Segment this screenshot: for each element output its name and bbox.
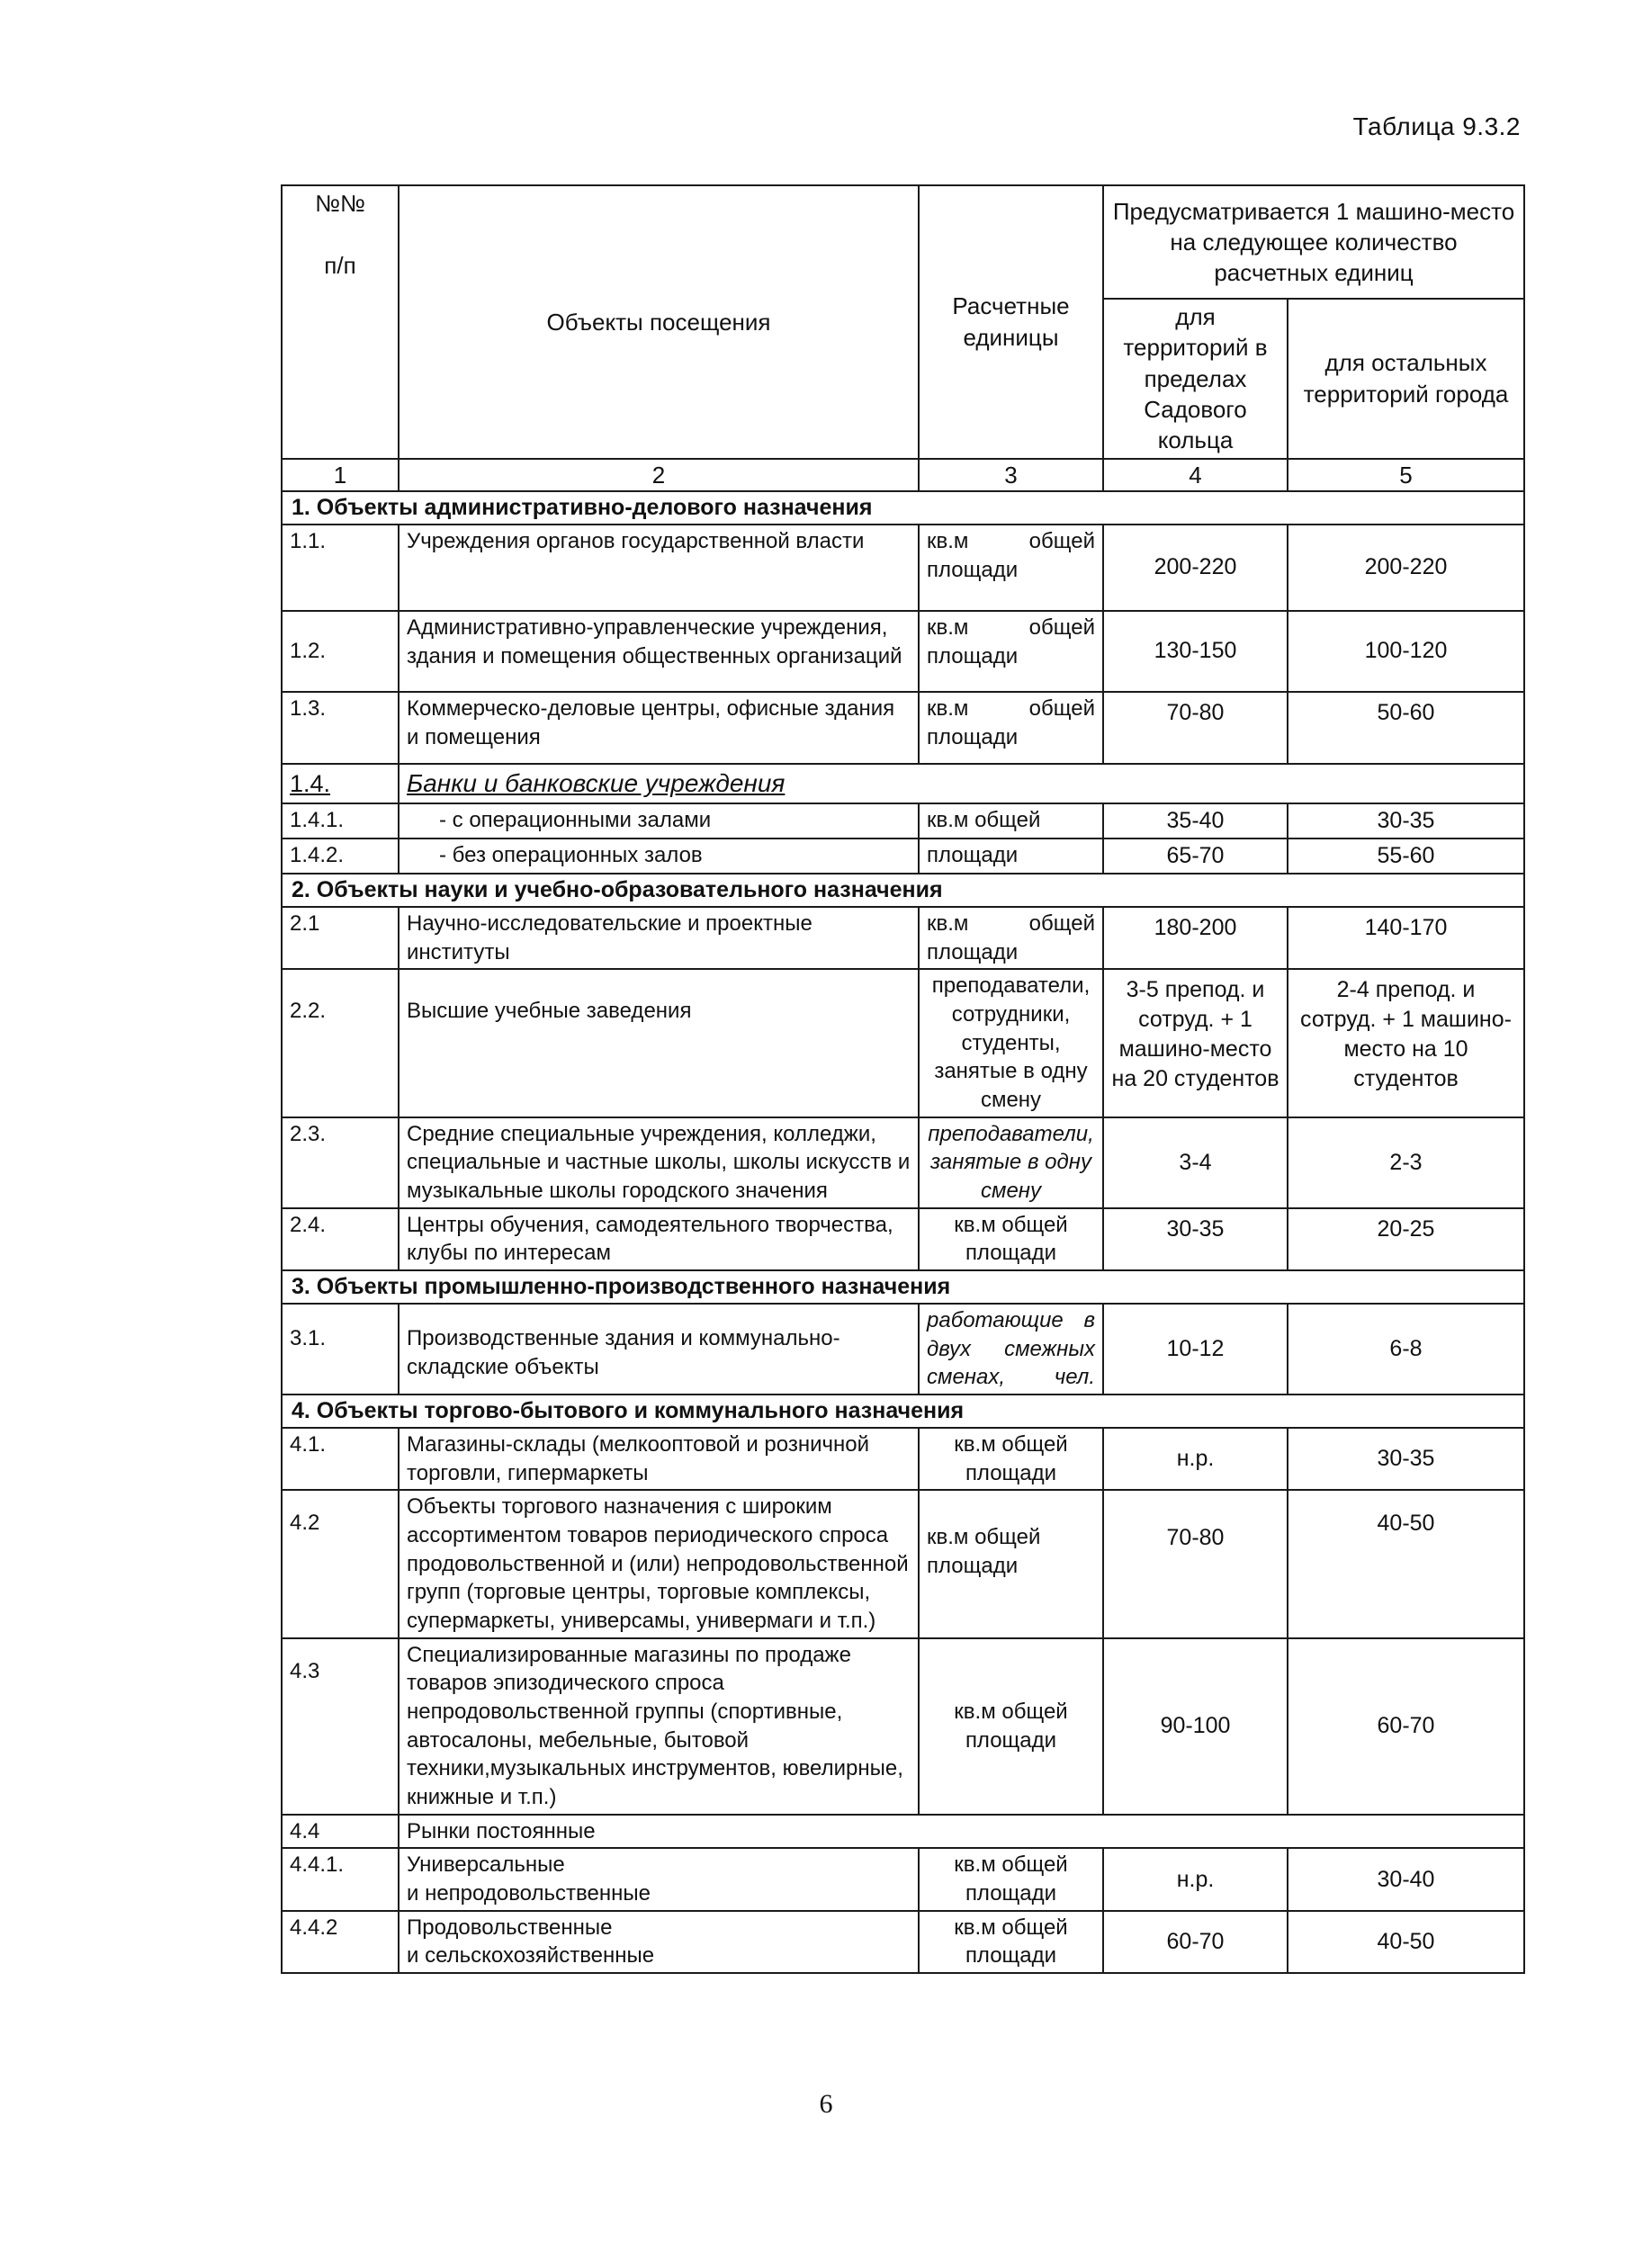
- row-value-other: 55-60: [1288, 839, 1524, 874]
- row-value-garden-ring: 35-40: [1103, 803, 1288, 839]
- row-unit: кв.м общей: [919, 803, 1103, 839]
- row-object: Высшие учебные заведения: [399, 969, 919, 1117]
- header-num: №№ п/п: [282, 185, 399, 459]
- row-unit: кв.м общей площади: [919, 692, 1103, 764]
- row-object: Банки и банковские учреждения: [399, 764, 1524, 803]
- header-other-territories: для остальных территорий города: [1288, 299, 1524, 459]
- row-number: 1.4.1.: [282, 803, 399, 839]
- row-number: 4.1.: [282, 1428, 399, 1490]
- row-object: Учреждения органов государственной власти: [399, 525, 919, 611]
- column-number: 1: [282, 459, 399, 491]
- row-value-other: 100-120: [1288, 611, 1524, 692]
- row-value-other: 20-25: [1288, 1208, 1524, 1270]
- row-value-other: 30-35: [1288, 1428, 1524, 1490]
- row-value-garden-ring: 70-80: [1103, 692, 1288, 764]
- section-title: 4. Объекты торгово-бытового и коммунального назначения: [282, 1395, 1524, 1428]
- row-number: 4.4.1.: [282, 1848, 399, 1910]
- row-unit: преподаватели, занятые в одну смену: [919, 1117, 1103, 1208]
- row-number: 4.3: [282, 1638, 399, 1815]
- row-value-garden-ring: 10-12: [1103, 1304, 1288, 1395]
- table-caption: Таблица 9.3.2: [1352, 112, 1521, 140]
- row-number: 1.3.: [282, 692, 399, 764]
- row-value-other: 30-40: [1288, 1848, 1524, 1910]
- row-value-garden-ring: 3-5 препод. и сотруд. + 1 машино-место на 20 студентов: [1103, 969, 1288, 1117]
- table-row: [282, 1304, 1524, 1395]
- row-number: 4.4.2: [282, 1911, 399, 1973]
- column-number: 4: [1103, 459, 1288, 491]
- row-number: 2.4.: [282, 1208, 399, 1270]
- page-number: 6: [819, 2089, 833, 2119]
- row-unit: кв.м общей площади: [919, 1911, 1103, 1973]
- row-number: 1.4.2.: [282, 839, 399, 874]
- row-value-other: 40-50: [1288, 1490, 1524, 1637]
- section-row: [282, 1270, 1524, 1304]
- header-units: Расчетные единицы: [919, 185, 1103, 459]
- table-row: [282, 969, 1524, 1117]
- row-unit: преподаватели, сотрудники, студенты, занятые в одну смену: [919, 969, 1103, 1117]
- table-row: [282, 1911, 1524, 1973]
- header-provided: Предусматривается 1 машино-место на следующее количество расчетных единиц: [1103, 185, 1524, 299]
- row-number: 1.1.: [282, 525, 399, 611]
- row-value-other: 50-60: [1288, 692, 1524, 764]
- row-value-garden-ring: 90-100: [1103, 1638, 1288, 1815]
- row-object: Научно-исследовательские и проектные институты: [399, 907, 919, 969]
- row-object: - без операционных залов: [399, 839, 919, 874]
- row-value-garden-ring: 130-150: [1103, 611, 1288, 692]
- row-object: Административно-управленческие учреждения, здания и помещения общественных организаций: [399, 611, 919, 692]
- table-row: [282, 907, 1524, 969]
- table-row: [282, 1208, 1524, 1270]
- row-value-other: 6-8: [1288, 1304, 1524, 1395]
- row-unit: работающие в двух смежных сменах, чел.: [919, 1304, 1103, 1395]
- parking-norms-table: [281, 184, 1525, 1974]
- row-value-garden-ring: 65-70: [1103, 839, 1288, 874]
- row-number: 1.4.: [282, 764, 399, 803]
- table-row: [282, 1117, 1524, 1208]
- row-unit: кв.м общей площади: [919, 611, 1103, 692]
- table-row: [282, 764, 1524, 803]
- column-number: 5: [1288, 459, 1524, 491]
- row-unit: кв.м общей площади: [919, 1848, 1103, 1910]
- row-value-other: 140-170: [1288, 907, 1524, 969]
- row-value-garden-ring: 200-220: [1103, 525, 1288, 611]
- header-garden-ring: для территорий в пределах Садового кольца: [1103, 299, 1288, 459]
- row-number: 3.1.: [282, 1304, 399, 1395]
- row-unit: кв.м общей площади: [919, 1638, 1103, 1815]
- table-row: [282, 692, 1524, 764]
- row-number: 2.2.: [282, 969, 399, 1117]
- section-title: 3. Объекты промышленно-производственного назначения: [282, 1270, 1524, 1304]
- row-value-garden-ring: 30-35: [1103, 1208, 1288, 1270]
- row-unit: кв.м общей площади: [919, 525, 1103, 611]
- header-objects: Объекты посещения: [399, 185, 919, 459]
- row-value-other: 60-70: [1288, 1638, 1524, 1815]
- section-row: [282, 491, 1524, 525]
- row-object: Средние специальные учреждения, колледжи, специальные и частные школы, школы искусств и музыкальные школы городского значения: [399, 1117, 919, 1208]
- table-header-row-1: [282, 185, 1524, 299]
- row-number: 2.1: [282, 907, 399, 969]
- table-row: [282, 525, 1524, 611]
- row-value-garden-ring: 180-200: [1103, 907, 1288, 969]
- table-row: [282, 1490, 1524, 1637]
- row-value-other: 40-50: [1288, 1911, 1524, 1973]
- row-object: Коммерческо-деловые центры, офисные здания и помещения: [399, 692, 919, 764]
- section-row: [282, 1395, 1524, 1428]
- column-number: 3: [919, 459, 1103, 491]
- row-value-other: 2-4 препод. и сотруд. + 1 машино-место на 10 студентов: [1288, 969, 1524, 1117]
- row-object: Продовольственные и сельскохозяйственные: [399, 1911, 919, 1973]
- row-number: 4.2: [282, 1490, 399, 1637]
- row-unit: кв.м общей площади: [919, 907, 1103, 969]
- table-row: [282, 1638, 1524, 1815]
- column-number: 2: [399, 459, 919, 491]
- row-object: Универсальные и непродовольственные: [399, 1848, 919, 1910]
- table-row: [282, 839, 1524, 874]
- row-object: Специализированные магазины по продаже товаров эпизодического спроса непродовольственной группы (спортивные, автосалоны, мебельные, бытовой техники,музыкальных инструментов, ювелирные, книжные и т.п.): [399, 1638, 919, 1815]
- row-value-garden-ring: н.р.: [1103, 1428, 1288, 1490]
- section-title: 1. Объекты административно-делового назначения: [282, 491, 1524, 525]
- row-number: 2.3.: [282, 1117, 399, 1208]
- column-number-row: [282, 459, 1524, 491]
- row-object: Объекты торгового назначения с широким ассортиментом товаров периодического спроса продовольственной и (или) непродовольственной групп (торговые центры, торговые комплексы, супермаркеты, универсамы, универмаги и т.п.): [399, 1490, 919, 1637]
- table-row: [282, 803, 1524, 839]
- row-value-garden-ring: 60-70: [1103, 1911, 1288, 1973]
- row-value-garden-ring: н.р.: [1103, 1848, 1288, 1910]
- section-row: [282, 874, 1524, 907]
- row-value-other: 2-3: [1288, 1117, 1524, 1208]
- table-row: [282, 1428, 1524, 1490]
- row-value-other: 200-220: [1288, 525, 1524, 611]
- row-number: 4.4: [282, 1815, 399, 1849]
- row-object: Магазины-склады (мелкооптовой и розничной торговли, гипермаркеты: [399, 1428, 919, 1490]
- row-value-garden-ring: 70-80: [1103, 1490, 1288, 1637]
- row-object: Производственные здания и коммунально-складские объекты: [399, 1304, 919, 1395]
- table-row: [282, 1815, 1524, 1849]
- row-unit: кв.м общей площади: [919, 1208, 1103, 1270]
- row-value-garden-ring: 3-4: [1103, 1117, 1288, 1208]
- section-title: 2. Объекты науки и учебно-образовательного назначения: [282, 874, 1524, 907]
- row-unit: кв.м общей площади: [919, 1428, 1103, 1490]
- row-value-other: 30-35: [1288, 803, 1524, 839]
- row-unit: площади: [919, 839, 1103, 874]
- row-object: - с операционными залами: [399, 803, 919, 839]
- table-row: [282, 1848, 1524, 1910]
- row-object: Центры обучения, самодеятельного творчества, клубы по интересам: [399, 1208, 919, 1270]
- row-number: 1.2.: [282, 611, 399, 692]
- row-object: Рынки постоянные: [399, 1815, 1524, 1849]
- table-row: [282, 611, 1524, 692]
- row-unit: кв.м общей площади: [919, 1490, 1103, 1637]
